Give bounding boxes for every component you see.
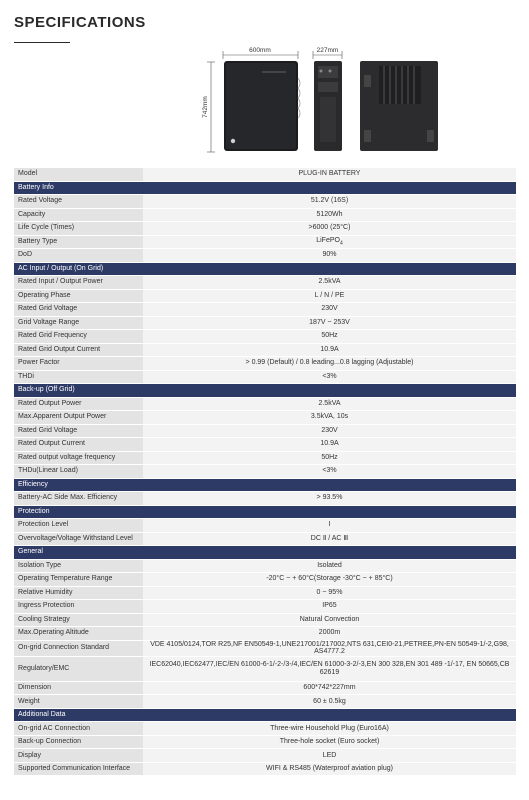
spec-value-subscript: 4 [339,240,343,247]
spec-row [14,735,516,749]
spec-label: Overvoltage/Voltage Withstand Level [14,532,143,546]
width-dimension [223,47,298,59]
spec-value: 187V ~ 253V [143,316,516,330]
spec-label: Relative Humidity [14,586,143,600]
section-header-fill [143,181,516,195]
spec-row [14,613,516,627]
spec-row [14,519,516,533]
section-header-fill [143,505,516,519]
spec-label: Protection Level [14,519,143,533]
spec-row [14,208,516,222]
spec-value: VDE 4105/0124,TOR R25,NF EN50549-1,UNE217001/217002,NTS 631,CEI0-21,PETREE,PN-EN 50549-1/-2,G98, AS4777.2 [143,640,516,656]
spec-label: Rated Input / Output Power [14,276,143,290]
spec-value: -20°C ~ + 60°C(Storage -30°C ~ + 85°C) [143,573,516,587]
spec-row [14,276,516,290]
spec-label: Rated output voltage frequency [14,451,143,465]
spec-label: Operating Temperature Range [14,573,143,587]
spec-value: 90% [143,249,516,263]
spec-value: 230V [143,303,516,317]
spec-row [14,370,516,384]
spec-row [14,600,516,614]
spec-row [14,762,516,776]
spec-label: On-grid AC Connection [14,722,143,736]
section-title: Protection [14,505,143,519]
section-header [14,181,516,195]
spec-value: LED [143,749,516,763]
section-title: Efficiency [14,478,143,492]
spec-value: IEC62040,IEC62477,IEC/EN 61000-6-1/-2-/3-/4,IEC/EN 61000-3-2/-3,EN 300 328,EN 301 489 -1/-17, EN 50665,CB 62619 [143,656,516,681]
spec-label: Operating Phase [14,289,143,303]
spec-row [14,532,516,546]
spec-value: Three-wire Household Plug (Euro16A) [143,722,516,736]
spec-row [14,343,516,357]
spec-value: WIFI & RS485 (Waterproof aviation plug) [143,762,516,776]
spec-value: 0 ~ 95% [143,586,516,600]
spec-row [14,465,516,479]
spec-value-text: LiFePO [316,236,340,244]
spec-row [14,397,516,411]
spec-label: Supported Communication Interface [14,762,143,776]
spec-row [14,222,516,236]
spec-row [14,195,516,209]
section-header [14,478,516,492]
spec-label: Ingress Protection [14,600,143,614]
spec-value [143,235,516,249]
spec-row [14,492,516,506]
battery-back-view [360,61,438,151]
spec-label: Display [14,749,143,763]
spec-value: 10.9A [143,343,516,357]
spec-label: Max.Apparent Output Power [14,411,143,425]
model-row [14,168,516,181]
spec-label: Life Cycle (Times) [14,222,143,236]
spec-value: I [143,519,516,533]
spec-row [14,586,516,600]
spec-label: DoD [14,249,143,263]
spec-label: Power Factor [14,357,143,371]
spec-label: Back-up Connection [14,735,143,749]
section-title: Back-up (Off Grid) [14,384,143,398]
section-header-fill [143,708,516,722]
spec-value: > 93.5% [143,492,516,506]
section-header [14,384,516,398]
spec-label: Rated Output Current [14,438,143,452]
section-title: AC Input / Output (On Grid) [14,262,143,276]
specifications-table [14,168,516,776]
battery-side-view [314,61,342,151]
spec-label: Rated Grid Voltage [14,303,143,317]
spec-value: >6000 (25°C) [143,222,516,236]
spec-row [14,749,516,763]
spec-label: Cooling Strategy [14,613,143,627]
spec-value: 2000m [143,627,516,641]
spec-row [14,573,516,587]
section-header-fill [143,478,516,492]
spec-value: 230V [143,424,516,438]
spec-value: 50Hz [143,330,516,344]
spec-label: Weight [14,695,143,709]
spec-label: Rated Voltage [14,195,143,209]
spec-label: Grid Voltage Range [14,316,143,330]
spec-value: <3% [143,465,516,479]
spec-value: > 0.99 (Default) / 0.8 leading...0.8 lagging (Adjustable) [143,357,516,371]
height-label: 742mm [202,96,209,118]
spec-row [14,424,516,438]
width-label: 600mm [249,47,271,54]
spec-label: THDu(Linear Load) [14,465,143,479]
spec-row [14,681,516,695]
spec-label: Rated Grid Output Current [14,343,143,357]
section-header-fill [143,384,516,398]
model-label: Model [14,168,143,181]
spec-row [14,316,516,330]
spec-row [14,451,516,465]
spec-row [14,722,516,736]
spec-label: Battery-AC Side Max. Efficiency [14,492,143,506]
model-value: PLUG-IN BATTERY [143,168,516,181]
spec-value: Natural Convection [143,613,516,627]
section-title: Additional Data [14,708,143,722]
spec-label: Isolation Type [14,559,143,573]
spec-label: Dimension [14,681,143,695]
spec-value: 3.5kVA, 10s [143,411,516,425]
spec-row [14,249,516,263]
spec-label: Regulatory/EMC [14,656,143,681]
section-title: Battery Info [14,181,143,195]
page-title: SPECIFICATIONS [14,14,146,31]
section-header [14,546,516,560]
spec-row [14,303,516,317]
spec-row [14,695,516,709]
spec-value: Three-hole socket (Euro socket) [143,735,516,749]
depth-dimension [313,47,342,59]
spec-value: 2.5kVA [143,276,516,290]
spec-label: Rated Grid Voltage [14,424,143,438]
spec-value: 51.2V (16S) [143,195,516,209]
section-header-fill [143,262,516,276]
spec-row [14,330,516,344]
section-header [14,708,516,722]
spec-row [14,289,516,303]
spec-row [14,438,516,452]
spec-value: Isolated [143,559,516,573]
spec-row [14,640,516,656]
section-header [14,262,516,276]
spec-label: Capacity [14,208,143,222]
spec-row [14,559,516,573]
spec-row [14,357,516,371]
spec-value: <3% [143,370,516,384]
spec-row [14,411,516,425]
spec-value: 2.5kVA [143,397,516,411]
spec-row [14,235,516,249]
height-dimension [202,62,215,152]
spec-value: 600*742*227mm [143,681,516,695]
section-title: General [14,546,143,560]
spec-value: 10.9A [143,438,516,452]
spec-row [14,627,516,641]
section-header-fill [143,546,516,560]
spec-label: THDi [14,370,143,384]
depth-label: 227mm [316,47,339,54]
spec-label: Rated Output Power [14,397,143,411]
spec-value: L / N / PE [143,289,516,303]
spec-value: DC Ⅱ / AC Ⅲ [143,532,516,546]
spec-label: Rated Grid Frequency [14,330,143,344]
spec-value: 60 ± 0.5kg [143,695,516,709]
spec-value: IP65 [143,600,516,614]
product-dimension-drawing [0,0,529,165]
spec-label: Max.Operating Altitude [14,627,143,641]
spec-row [14,656,516,681]
spec-label: Battery Type [14,235,143,249]
section-header [14,505,516,519]
spec-label: On-grid Connection Standard [14,640,143,656]
spec-value: 5120Wh [143,208,516,222]
battery-front-view [224,61,300,151]
spec-value: 50Hz [143,451,516,465]
